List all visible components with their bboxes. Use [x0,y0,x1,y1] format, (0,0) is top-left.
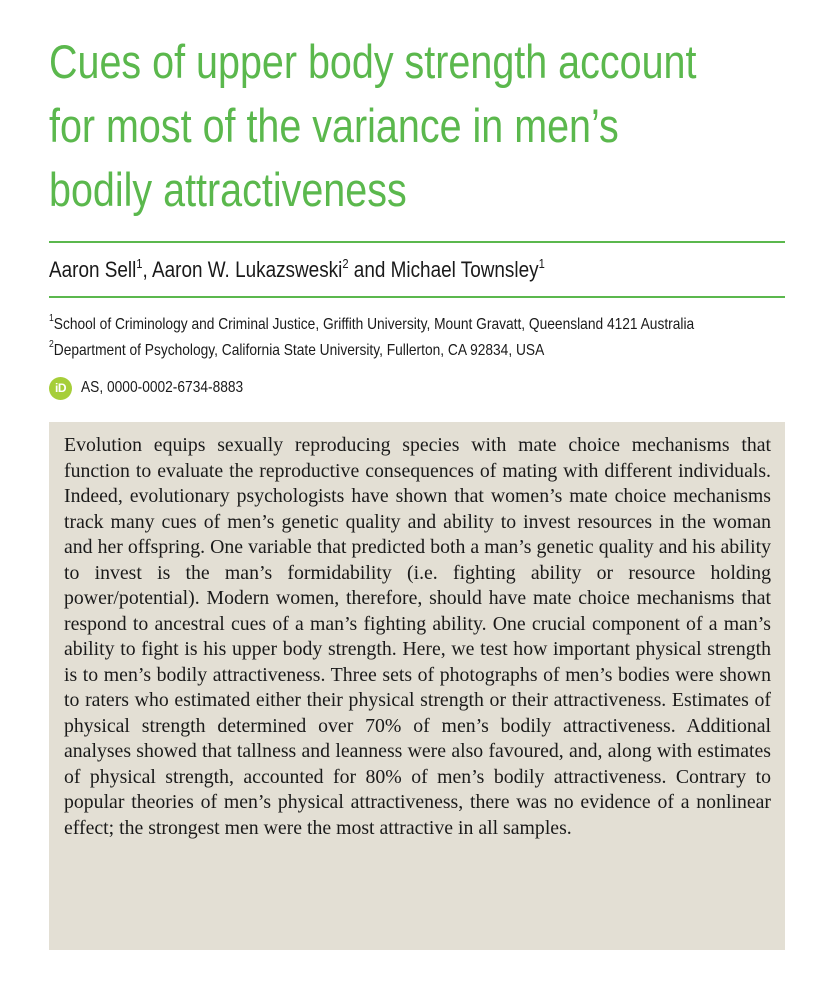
author-name: Michael Townsley [390,257,539,282]
author-list [49,255,545,285]
affiliation-number: 2 [49,338,54,350]
author-divider [49,296,785,298]
author-name: Aaron W. Lukazsweski [151,257,343,282]
affiliation [49,312,695,335]
title-line: bodily attractiveness [49,163,407,216]
orcid-icon[interactable]: iD [49,377,72,400]
article-title [49,30,697,222]
title-line: for most of the variance in men’s [49,99,619,152]
author-name: Aaron Sell [49,257,137,282]
author-affiliation-marker: 1 [136,255,143,271]
affiliation-number: 1 [49,312,54,324]
affiliation-text: School of Criminology and Criminal Justice, Griffith University, Mount Gravatt, Queensland 4121 Australia [53,316,695,333]
orcid-id: AS, 0000-0002-6734-8883 [81,379,244,396]
abstract-box [49,422,785,950]
title-divider [49,241,785,243]
title-line: Cues of upper body strength account [49,35,697,88]
orcid-line [49,376,270,400]
affiliation-text: Department of Psychology, California State University, Fullerton, CA 92834, USA [53,342,545,359]
author-affiliation-marker: 1 [538,255,545,271]
author-separator: , [142,257,152,282]
author-affiliation-marker: 2 [342,255,349,271]
author-separator: and [348,257,391,282]
affiliation [49,338,545,361]
abstract-text: Evolution equips sexually reproducing species with mate choice mechanisms that function to evaluate the reproductive consequences of mating with different individuals. Indeed, evolutionary psychologists have shown that women’s mate choice mechanisms track many cues of men’s genetic quality and ability to invest resources in the woman and her offspring. One variable that predicted both a man’s genetic quality and his ability to invest is the man’s formidability (i.e. fighting ability or resource holding power/potential). Modern women, therefore, should have mate choice mechanisms that respond to ancestral cues of a man’s fighting ability. One crucial component of a man’s ability to fight is his upper body strength. Here, we test how important physical strength is to men’s bodily attractiveness. Three sets of photographs of men’s bodies were shown to raters who estimated either their physical strength or their attractiveness. Estimates of physical strength determined over 70% of men’s bodily attractiveness. Additional analyses showed that tallness and leanness were also favoured, and, along with estimates of physical strength, accounted for 80% of men’s bodily attractiveness. Contrary to popular theories of men’s physical attractiveness, there was no evidence of a nonlinear effect; the strongest men were the most attractive in all samples. [64,434,771,839]
